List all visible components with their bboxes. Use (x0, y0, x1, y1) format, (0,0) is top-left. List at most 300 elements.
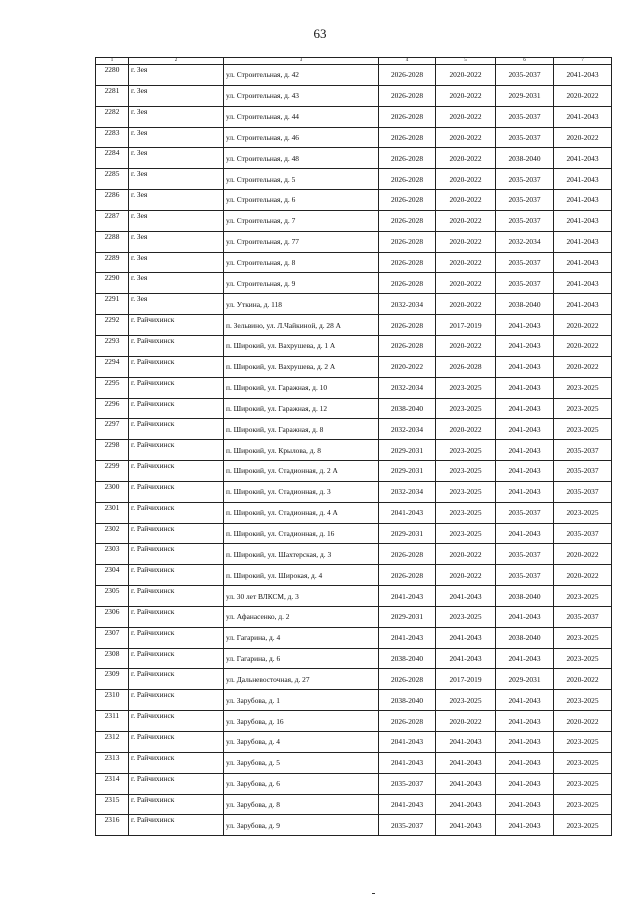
city-cell: г. Райчихинск (129, 690, 224, 711)
address-cell: п. Широкий, ул. Гаражная, д. 10 (224, 377, 379, 398)
period-cell: 2020-2022 (554, 335, 612, 356)
table-row (96, 711, 612, 732)
table-row (96, 419, 612, 440)
period-cell: 2020-2022 (554, 356, 612, 377)
table-row (96, 502, 612, 523)
period-cell: 2041-2043 (496, 794, 554, 815)
period-cell: 2020-2022 (554, 127, 612, 148)
row-number: 2300 (96, 481, 129, 502)
address-cell: ул. Строительная, д. 44 (224, 106, 379, 127)
city-cell: г. Райчихинск (129, 544, 224, 565)
period-cell: 2041-2043 (379, 732, 436, 753)
period-cell: 2041-2043 (496, 315, 554, 336)
period-cell: 2020-2022 (436, 252, 496, 273)
period-cell: 2041-2043 (554, 294, 612, 315)
period-cell: 2041-2043 (554, 210, 612, 231)
period-cell: 2035-2037 (496, 273, 554, 294)
city-cell: г. Райчихинск (129, 440, 224, 461)
period-cell: 2029-2031 (379, 440, 436, 461)
city-cell: г. Райчихинск (129, 398, 224, 419)
row-number: 2311 (96, 711, 129, 732)
city-cell: г. Райчихинск (129, 732, 224, 753)
address-cell: ул. Зарубова, д. 5 (224, 752, 379, 773)
address-cell: п. Широкий, ул. Гаражная, д. 8 (224, 419, 379, 440)
period-cell: 2023-2025 (554, 752, 612, 773)
period-cell: 2020-2022 (436, 190, 496, 211)
address-cell: п. Широкий, ул. Вахрушева, д. 1 А (224, 335, 379, 356)
row-number: 2294 (96, 356, 129, 377)
table-row (96, 544, 612, 565)
period-cell: 2023-2025 (554, 732, 612, 753)
period-cell: 2023-2025 (554, 690, 612, 711)
period-cell: 2041-2043 (379, 752, 436, 773)
row-number: 2302 (96, 523, 129, 544)
table-row (96, 127, 612, 148)
table-row (96, 85, 612, 106)
address-cell: ул. Зарубова, д. 16 (224, 711, 379, 732)
period-cell: 2023-2025 (554, 773, 612, 794)
period-cell: 2026-2028 (379, 273, 436, 294)
period-cell: 2041-2043 (436, 794, 496, 815)
city-cell: г. Зея (129, 127, 224, 148)
period-cell: 2020-2022 (554, 565, 612, 586)
city-cell: г. Зея (129, 106, 224, 127)
table-row (96, 773, 612, 794)
table-row (96, 461, 612, 482)
address-cell: ул. Строительная, д. 42 (224, 65, 379, 86)
table-row (96, 148, 612, 169)
row-number: 2297 (96, 419, 129, 440)
period-cell: 2029-2031 (379, 461, 436, 482)
period-cell: 2023-2025 (436, 502, 496, 523)
period-cell: 2020-2022 (436, 711, 496, 732)
period-cell: 2023-2025 (554, 586, 612, 607)
row-number: 2310 (96, 690, 129, 711)
address-cell: ул. Зарубова, д. 6 (224, 773, 379, 794)
city-cell: г. Райчихинск (129, 419, 224, 440)
period-cell: 2020-2022 (436, 127, 496, 148)
period-cell: 2035-2037 (496, 65, 554, 86)
row-number: 2313 (96, 752, 129, 773)
period-cell: 2041-2043 (554, 106, 612, 127)
period-cell: 2023-2025 (436, 377, 496, 398)
city-cell: г. Райчихинск (129, 648, 224, 669)
row-number: 2292 (96, 315, 129, 336)
table-row (96, 752, 612, 773)
period-cell: 2041-2043 (436, 648, 496, 669)
city-cell: г. Райчихинск (129, 606, 224, 627)
address-cell: ул. Строительная, д. 6 (224, 190, 379, 211)
period-cell: 2026-2028 (379, 252, 436, 273)
city-cell: г. Зея (129, 231, 224, 252)
address-cell: ул. Гагарина, д. 6 (224, 648, 379, 669)
page-number: 63 (313, 26, 327, 41)
table-row (96, 815, 612, 836)
period-cell: 2035-2037 (554, 440, 612, 461)
address-cell: ул. Зарубова, д. 1 (224, 690, 379, 711)
period-cell: 2023-2025 (554, 794, 612, 815)
period-cell: 2017-2019 (436, 669, 496, 690)
period-cell: 2020-2022 (436, 544, 496, 565)
period-cell: 2041-2043 (436, 815, 496, 836)
address-cell: п. Зельвино, ул. Л.Чайкиной, д. 28 А (224, 315, 379, 336)
table-header (96, 58, 612, 65)
table-row (96, 190, 612, 211)
city-cell: г. Райчихинск (129, 669, 224, 690)
period-cell: 2041-2043 (496, 356, 554, 377)
row-number: 2283 (96, 127, 129, 148)
period-cell: 2026-2028 (379, 106, 436, 127)
table-row (96, 356, 612, 377)
period-cell: 2041-2043 (554, 169, 612, 190)
address-cell: ул. Строительная, д. 48 (224, 148, 379, 169)
table-row (96, 690, 612, 711)
row-number: 2281 (96, 85, 129, 106)
period-cell: 2020-2022 (436, 565, 496, 586)
period-cell: 2041-2043 (554, 65, 612, 86)
period-cell: 2035-2037 (379, 815, 436, 836)
period-cell: 2020-2022 (554, 315, 612, 336)
period-cell: 2038-2040 (496, 586, 554, 607)
period-cell: 2041-2043 (436, 732, 496, 753)
table-row (96, 627, 612, 648)
column-header: 7 (554, 58, 612, 65)
period-cell: 2035-2037 (496, 127, 554, 148)
period-cell: 2023-2025 (554, 502, 612, 523)
period-cell: 2041-2043 (496, 732, 554, 753)
address-cell: ул. Дальневосточная, д. 27 (224, 669, 379, 690)
row-number: 2285 (96, 169, 129, 190)
period-cell: 2017-2019 (436, 315, 496, 336)
city-cell: г. Райчихинск (129, 752, 224, 773)
address-cell: ул. Зарубова, д. 4 (224, 732, 379, 753)
period-cell: 2035-2037 (496, 544, 554, 565)
table-row (96, 481, 612, 502)
period-cell: 2035-2037 (554, 606, 612, 627)
period-cell: 2035-2037 (554, 481, 612, 502)
period-cell: 2032-2034 (379, 377, 436, 398)
period-cell: 2032-2034 (379, 481, 436, 502)
table-row (96, 732, 612, 753)
period-cell: 2038-2040 (496, 148, 554, 169)
address-cell: п. Широкий, ул. Стадионная, д. 4 А (224, 502, 379, 523)
address-cell: ул. Зарубова, д. 9 (224, 815, 379, 836)
table-row (96, 273, 612, 294)
period-cell: 2035-2037 (496, 106, 554, 127)
period-cell: 2041-2043 (379, 627, 436, 648)
table-row (96, 210, 612, 231)
row-number: 2284 (96, 148, 129, 169)
period-cell: 2023-2025 (554, 419, 612, 440)
period-cell: 2026-2028 (379, 669, 436, 690)
row-number: 2309 (96, 669, 129, 690)
table-row (96, 294, 612, 315)
period-cell: 2041-2043 (554, 190, 612, 211)
city-cell: г. Райчихинск (129, 315, 224, 336)
row-number: 2286 (96, 190, 129, 211)
period-cell: 2041-2043 (554, 273, 612, 294)
period-cell: 2020-2022 (436, 210, 496, 231)
column-header: 4 (379, 58, 436, 65)
period-cell: 2035-2037 (554, 523, 612, 544)
period-cell: 2041-2043 (496, 335, 554, 356)
period-cell: 2020-2022 (436, 335, 496, 356)
column-header: 3 (224, 58, 379, 65)
period-cell: 2020-2022 (436, 106, 496, 127)
table-row (96, 335, 612, 356)
address-cell: ул. 30 лет ВЛКСМ, д. 3 (224, 586, 379, 607)
address-cell: п. Широкий, ул. Стадионная, д. 3 (224, 481, 379, 502)
period-cell: 2020-2022 (379, 356, 436, 377)
period-cell: 2020-2022 (554, 544, 612, 565)
city-cell: г. Зея (129, 294, 224, 315)
period-cell: 2041-2043 (554, 252, 612, 273)
period-cell: 2029-2031 (496, 669, 554, 690)
period-cell: 2032-2034 (379, 294, 436, 315)
period-cell: 2041-2043 (554, 231, 612, 252)
period-cell: 2023-2025 (554, 648, 612, 669)
table-row (96, 648, 612, 669)
period-cell: 2026-2028 (379, 210, 436, 231)
period-cell: 2035-2037 (379, 773, 436, 794)
period-cell: 2023-2025 (436, 690, 496, 711)
period-cell: 2023-2025 (554, 377, 612, 398)
row-number: 2291 (96, 294, 129, 315)
period-cell: 2020-2022 (554, 669, 612, 690)
row-number: 2307 (96, 627, 129, 648)
city-cell: г. Райчихинск (129, 377, 224, 398)
city-cell: г. Райчихинск (129, 502, 224, 523)
period-cell: 2041-2043 (496, 419, 554, 440)
city-cell: г. Райчихинск (129, 356, 224, 377)
period-cell: 2041-2043 (436, 773, 496, 794)
column-header: 1 (96, 58, 129, 65)
period-cell: 2023-2025 (436, 461, 496, 482)
period-cell: 2041-2043 (496, 815, 554, 836)
address-cell: п. Широкий, ул. Стадионная, д. 2 А (224, 461, 379, 482)
row-number: 2303 (96, 544, 129, 565)
period-cell: 2020-2022 (436, 231, 496, 252)
column-header: 5 (436, 58, 496, 65)
period-cell: 2029-2031 (496, 85, 554, 106)
period-cell: 2023-2025 (436, 440, 496, 461)
city-cell: г. Зея (129, 252, 224, 273)
period-cell: 2041-2043 (379, 794, 436, 815)
city-cell: г. Зея (129, 148, 224, 169)
period-cell: 2038-2040 (496, 627, 554, 648)
city-cell: г. Райчихинск (129, 794, 224, 815)
period-cell: 2023-2025 (554, 398, 612, 419)
period-cell: 2026-2028 (379, 85, 436, 106)
period-cell: 2023-2025 (436, 606, 496, 627)
period-cell: 2020-2022 (436, 273, 496, 294)
row-number: 2315 (96, 794, 129, 815)
city-cell: г. Райчихинск (129, 711, 224, 732)
period-cell: 2041-2043 (496, 481, 554, 502)
table-body (96, 65, 612, 836)
row-number: 2287 (96, 210, 129, 231)
table-row (96, 398, 612, 419)
period-cell: 2041-2043 (436, 627, 496, 648)
city-cell: г. Зея (129, 169, 224, 190)
address-cell: ул. Строительная, д. 7 (224, 210, 379, 231)
address-cell: п. Широкий, ул. Вахрушева, д. 2 А (224, 356, 379, 377)
period-cell: 2020-2022 (554, 85, 612, 106)
city-cell: г. Райчихинск (129, 627, 224, 648)
period-cell: 2020-2022 (436, 294, 496, 315)
period-cell: 2041-2043 (496, 398, 554, 419)
row-number: 2312 (96, 732, 129, 753)
period-cell: 2038-2040 (496, 294, 554, 315)
city-cell: г. Зея (129, 210, 224, 231)
period-cell: 2038-2040 (379, 648, 436, 669)
row-number: 2304 (96, 565, 129, 586)
row-number: 2316 (96, 815, 129, 836)
city-cell: г. Райчихинск (129, 565, 224, 586)
table-row (96, 440, 612, 461)
period-cell: 2029-2031 (379, 606, 436, 627)
city-cell: г. Райчихинск (129, 461, 224, 482)
period-cell: 2026-2028 (379, 335, 436, 356)
period-cell: 2035-2037 (496, 565, 554, 586)
period-cell: 2035-2037 (496, 502, 554, 523)
period-cell: 2035-2037 (496, 210, 554, 231)
city-cell: г. Райчихинск (129, 481, 224, 502)
table-row (96, 669, 612, 690)
table-row (96, 169, 612, 190)
row-number: 2299 (96, 461, 129, 482)
row-number: 2308 (96, 648, 129, 669)
period-cell: 2026-2028 (379, 148, 436, 169)
address-cell: п. Широкий, ул. Гаражная, д. 12 (224, 398, 379, 419)
period-cell: 2026-2028 (379, 65, 436, 86)
period-cell: 2038-2040 (379, 690, 436, 711)
period-cell: 2032-2034 (379, 419, 436, 440)
row-number: 2314 (96, 773, 129, 794)
period-cell: 2026-2028 (379, 190, 436, 211)
row-number: 2296 (96, 398, 129, 419)
city-cell: г. Райчихинск (129, 773, 224, 794)
period-cell: 2038-2040 (379, 398, 436, 419)
row-number: 2289 (96, 252, 129, 273)
city-cell: г. Райчихинск (129, 586, 224, 607)
period-cell: 2041-2043 (496, 711, 554, 732)
table-row (96, 523, 612, 544)
housing-register-table (95, 57, 612, 836)
period-cell: 2020-2022 (554, 711, 612, 732)
period-cell: 2041-2043 (496, 752, 554, 773)
row-number: 2306 (96, 606, 129, 627)
period-cell: 2023-2025 (554, 815, 612, 836)
address-cell: п. Широкий, ул. Стадионная, д. 16 (224, 523, 379, 544)
period-cell: 2041-2043 (379, 586, 436, 607)
period-cell: 2020-2022 (436, 65, 496, 86)
table-row (96, 794, 612, 815)
period-cell: 2023-2025 (436, 398, 496, 419)
table-row (96, 106, 612, 127)
row-number: 2301 (96, 502, 129, 523)
address-cell: ул. Афанасенко, д. 2 (224, 606, 379, 627)
period-cell: 2023-2025 (436, 523, 496, 544)
row-number: 2290 (96, 273, 129, 294)
period-cell: 2041-2043 (436, 586, 496, 607)
address-cell: ул. Зарубова, д. 8 (224, 794, 379, 815)
period-cell: 2041-2043 (496, 440, 554, 461)
period-cell: 2041-2043 (496, 648, 554, 669)
table-row (96, 65, 612, 86)
period-cell: 2026-2028 (379, 565, 436, 586)
period-cell: 2041-2043 (554, 148, 612, 169)
table-row (96, 586, 612, 607)
address-cell: п. Широкий, ул. Широкая, д. 4 (224, 565, 379, 586)
period-cell: 2041-2043 (496, 773, 554, 794)
address-cell: ул. Строительная, д. 9 (224, 273, 379, 294)
address-cell: ул. Строительная, д. 5 (224, 169, 379, 190)
city-cell: г. Райчихинск (129, 815, 224, 836)
column-header: 6 (496, 58, 554, 65)
city-cell: г. Райчихинск (129, 335, 224, 356)
address-cell: ул. Строительная, д. 77 (224, 231, 379, 252)
row-number: 2295 (96, 377, 129, 398)
period-cell: 2041-2043 (496, 690, 554, 711)
row-number: 2282 (96, 106, 129, 127)
table-row (96, 565, 612, 586)
table-row (96, 315, 612, 336)
row-number: 2293 (96, 335, 129, 356)
period-cell: 2032-2034 (496, 231, 554, 252)
city-cell: г. Зея (129, 273, 224, 294)
table-row (96, 252, 612, 273)
row-number: 2288 (96, 231, 129, 252)
period-cell: 2041-2043 (379, 502, 436, 523)
period-cell: 2041-2043 (496, 461, 554, 482)
address-cell: ул. Строительная, д. 43 (224, 85, 379, 106)
period-cell: 2023-2025 (436, 481, 496, 502)
period-cell: 2029-2031 (379, 523, 436, 544)
row-number: 2305 (96, 586, 129, 607)
table-row (96, 231, 612, 252)
table-row (96, 606, 612, 627)
period-cell: 2026-2028 (379, 315, 436, 336)
period-cell: 2020-2022 (436, 148, 496, 169)
period-cell: 2026-2028 (379, 127, 436, 148)
city-cell: г. Зея (129, 65, 224, 86)
period-cell: 2026-2028 (379, 544, 436, 565)
period-cell: 2020-2022 (436, 85, 496, 106)
period-cell: 2023-2025 (554, 627, 612, 648)
city-cell: г. Зея (129, 190, 224, 211)
address-cell: ул. Строительная, д. 46 (224, 127, 379, 148)
city-cell: г. Зея (129, 85, 224, 106)
period-cell: 2035-2037 (496, 169, 554, 190)
row-number: 2280 (96, 65, 129, 86)
table-row (96, 377, 612, 398)
period-cell: 2026-2028 (379, 231, 436, 252)
address-cell: ул. Уткина, д. 118 (224, 294, 379, 315)
period-cell: 2020-2022 (436, 169, 496, 190)
address-cell: п. Широкий, ул. Шахтерская, д. 3 (224, 544, 379, 565)
period-cell: 2026-2028 (379, 711, 436, 732)
column-header: 2 (129, 58, 224, 65)
address-cell: ул. Строительная, д. 8 (224, 252, 379, 273)
period-cell: 2035-2037 (554, 461, 612, 482)
address-cell: п. Широкий, ул. Крылова, д. 8 (224, 440, 379, 461)
period-cell: 2041-2043 (496, 377, 554, 398)
period-cell: 2041-2043 (436, 752, 496, 773)
column-number-row (96, 58, 612, 65)
period-cell: 2035-2037 (496, 190, 554, 211)
period-cell: 2041-2043 (496, 606, 554, 627)
